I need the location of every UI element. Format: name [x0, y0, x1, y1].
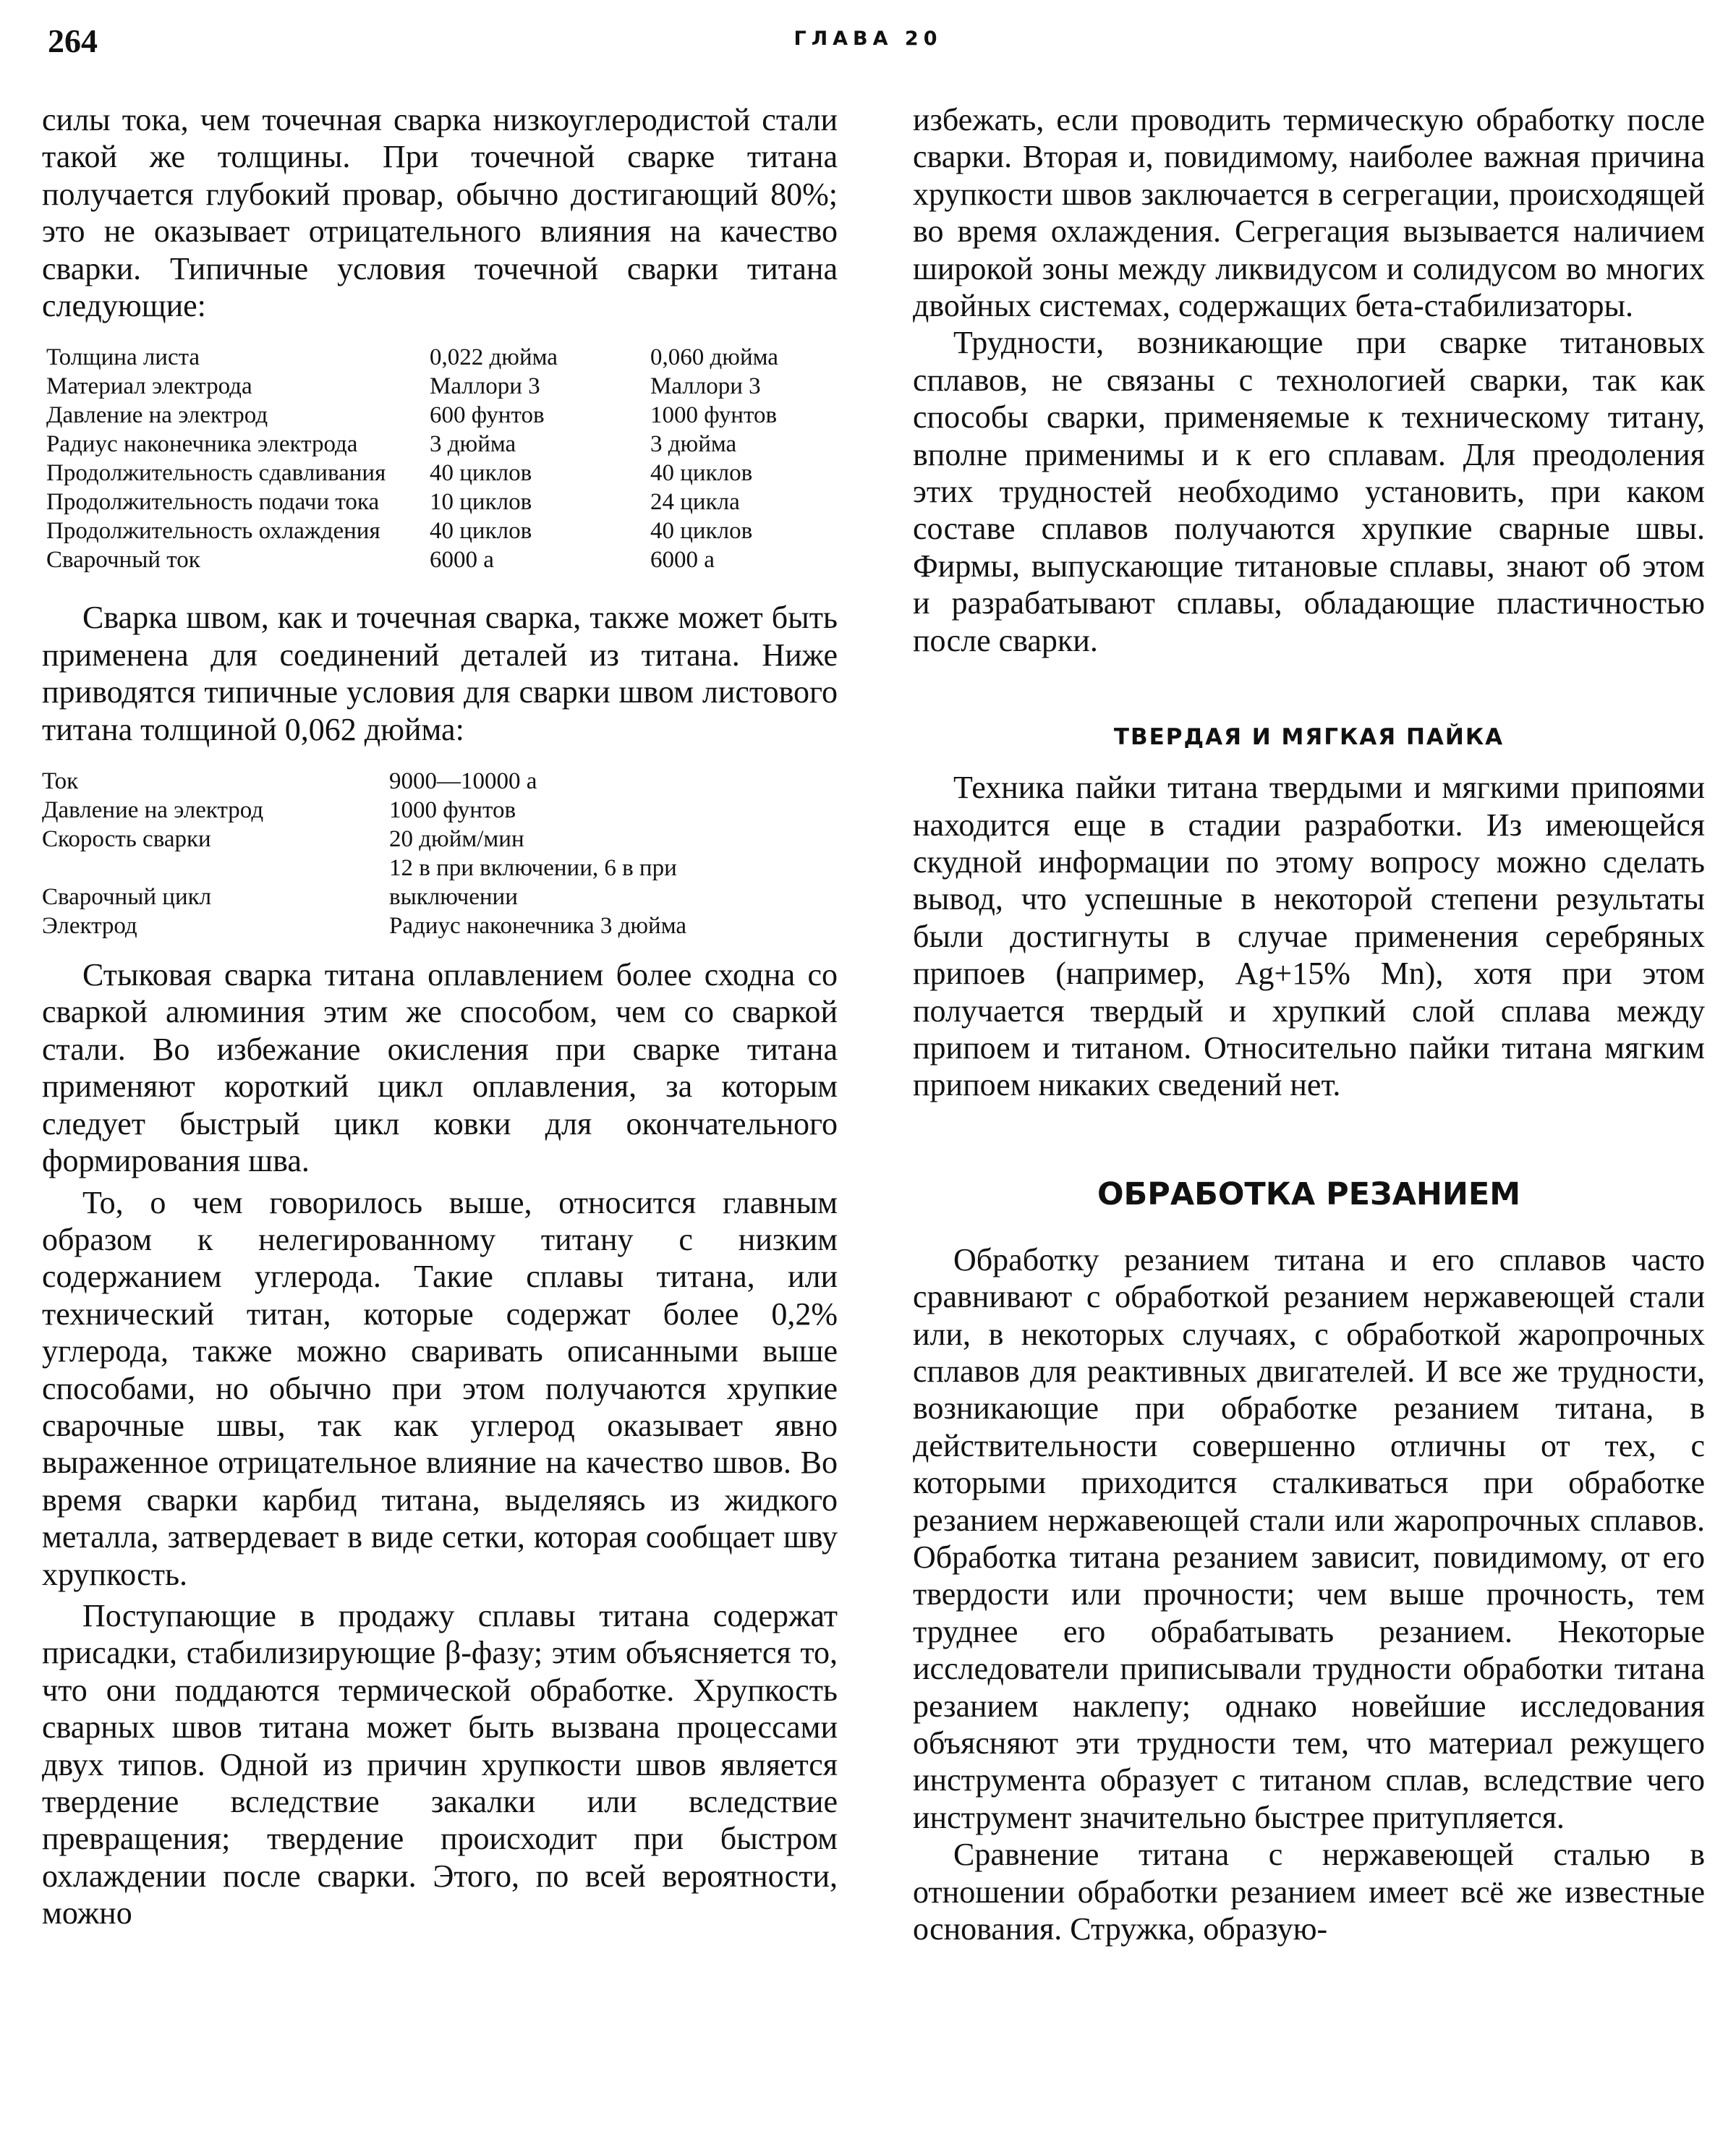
- parameter-label: Продолжительность сдавливания: [46, 460, 386, 487]
- paragraph: Стыковая сварка титана оплавлением более сходна со сваркой алюминия этим же способом, чем со сваркой стали. Во избежание окисления при сварке титана применяют короткий цикл оплавления, за которым следует быстрый цикл ковки для окончательного формирования шва.: [42, 957, 838, 1179]
- paragraph: Сравнение титана с нержавеющей сталью в отношении обработки резанием имеет всё же известные основания. Стружка, образую-: [913, 1837, 1705, 1947]
- running-head: ГЛАВА 20: [793, 27, 943, 50]
- table-row: [42, 767, 809, 796]
- spot-table-body: [46, 343, 827, 574]
- spot-welding-table: [46, 343, 827, 574]
- parameter-value: Маллори 3: [430, 373, 540, 400]
- parameter-value: 12 в при включении, 6 в при выключении: [389, 855, 677, 911]
- parameter-value: 3 дюйма: [650, 431, 737, 458]
- paragraph: избежать, если проводить термическую обработку после сварки. Вторая и, повидимому, наиболее важная причина хрупкости швов заключается в сегрегации, происходящей во время охлаждения. Сегрегация вызывается наличием широкой зоны между ликвидусом и солидусом во многих двойных системах, содержащих бета-стабилизаторы.: [913, 102, 1705, 324]
- parameter-value: 3 дюйма: [430, 431, 516, 458]
- parameter-value: 1000 фунтов: [650, 402, 778, 429]
- parameter-label: Давление на электрод: [46, 402, 268, 429]
- parameter-value: 24 цикла: [650, 489, 740, 516]
- parameter-label: Продолжительность охлаждения: [46, 518, 380, 545]
- parameter-value: 600 фунтов: [430, 402, 545, 429]
- parameter-value: 40 циклов: [650, 518, 753, 545]
- section-heading: ОБРАБОТКА РЕЗАНИЕМ: [1097, 1176, 1521, 1212]
- parameter-label: Продолжительность подачи тока: [46, 489, 380, 516]
- paragraph: Трудности, возникающие при сварке титановых сплавов, не связаны с технологией сварки, так как способы сварки, применяемые к техническому титану, вполне применимы и к его сплавам. Для преодоления этих трудностей необходимо установить, при каком составе сплавов получаются хрупкие сварные швы. Фирмы, выпускающие титановые сплавы, знают об этом и разрабатывают сплавы, обладающие пластичностью после сварки.: [913, 325, 1705, 658]
- parameter-value: 6000 а: [430, 547, 494, 574]
- parameter-value: 0,060 дюйма: [650, 344, 778, 371]
- table-row: [42, 825, 809, 854]
- parameter-label: Электрод: [42, 913, 137, 940]
- parameter-label: Скорость сварки: [42, 826, 211, 853]
- table-row: [46, 372, 827, 401]
- table-row: [46, 488, 827, 517]
- table-row: [42, 796, 809, 825]
- table-row: [46, 545, 827, 574]
- table-row: [46, 401, 827, 430]
- parameter-value: Радиус наконечника 3 дюйма: [389, 913, 687, 940]
- table-row: [46, 459, 827, 488]
- parameter-label: Давление на электрод: [42, 797, 264, 824]
- parameter-value: 40 циклов: [430, 460, 532, 487]
- paragraph: Сварка швом, как и точечная сварка, также может быть применена для соединений деталей из титана. Ниже приводятся типичные условия для сварки швом листового титана толщиной 0,062 дюйма:: [42, 600, 838, 747]
- parameter-value: 1000 фунтов: [389, 797, 516, 824]
- parameter-label: Радиус наконечника электрода: [46, 431, 358, 458]
- seam-welding-table: [42, 767, 809, 940]
- parameter-value: 10 циклов: [430, 489, 532, 516]
- parameter-value: 40 циклов: [430, 518, 532, 545]
- parameter-label: Ток: [42, 768, 79, 795]
- right-column: [913, 101, 1705, 1947]
- table-row: [46, 517, 827, 545]
- parameter-label: Материал электрода: [46, 373, 252, 400]
- section-heading: ТВЕРДАЯ И МЯГКАЯ ПАЙКА: [1113, 724, 1505, 751]
- paragraph: Поступающие в продажу сплавы титана содержат присадки, стабилизирующие β-фазу; этим объясняется то, что они поддаются термической обработке. Хрупкость сварных швов титана может быть вызвана процессами двух типов. Одной из причин хрупкости швов является твердение вследствие закалки или вследствие превращения; твердение происходит при быстром охлаждении после сварки. Этого, по всей вероятности, можно: [42, 1597, 838, 1931]
- seam-table-body: [42, 767, 809, 940]
- table-row: [46, 343, 827, 372]
- parameter-value: 6000 а: [650, 547, 715, 574]
- parameter-label: Сварочный цикл: [42, 884, 212, 911]
- paragraph: Обработку резанием титана и его сплавов часто сравнивают с обработкой резанием нержавеющей стали или, в некоторых случаях, с обработкой жаропрочных сплавов для реактивных двигателей. И все же трудности, возникающие при обработке резанием титана, в действительности совершенно отличны от тех, с которыми приходится сталкиваться при обработке резанием нержавеющей стали или жаропрочных сплавов. Обработка титана резанием зависит, повидимому, от его твердости или прочности; чем выше прочность, тем труднее его обрабатывать резанием. Некоторые исследователи приписывали трудности обработки титана резанием наклепу; однако новейшие исследования объясняют эти трудности тем, что материал режущего инструмента образует с титаном сплав, вследствие чего инструмент значительно быстрее притупляется.: [913, 1241, 1705, 1835]
- table-row: [46, 430, 827, 459]
- parameter-label: Толщина листа: [46, 344, 200, 371]
- parameter-label: Сварочный ток: [46, 547, 200, 574]
- parameter-value: 40 циклов: [650, 460, 753, 487]
- left-column: [42, 101, 838, 1932]
- paragraph: То, о чем говорилось выше, относится главным образом к нелегированному титану с низким содержанием углерода. Такие сплавы титана, или технический титан, которые содержат более 0,2% углерода, также можно сваривать описанными выше способами, но обычно при этом получаются хрупкие сварочные швы, так как углерод оказывает явно выраженное отрицательное влияние на качество швов. Во время сварки карбид титана, выделяясь из жидкого металла, затвердевает в виде сетки, которая сообщает шву хрупкость.: [42, 1184, 838, 1592]
- parameter-value: 9000—10000 а: [389, 768, 537, 795]
- parameter-value: Маллори 3: [650, 373, 761, 400]
- table-row: [42, 911, 809, 940]
- page-number: 264: [48, 22, 98, 59]
- paragraph: Техника пайки титана твердыми и мягкими припоями находится еще в стадии разработки. Из имеющейся скудной информации по этому вопросу можно сделать вывод, что успешные в некоторой степени результаты были достигнуты в случае применения серебряных припоев (например, Ag+15% Mn), хотя при этом получается твердый и хрупкий слой сплава между припоем и титаном. Относительно пайки титана мягким припоем никаких сведений нет.: [913, 770, 1705, 1103]
- table-row: [42, 854, 809, 911]
- paragraph: силы тока, чем точечная сварка низкоуглеродистой стали такой же толщины. При точечной сварке титана получается глубокий провар, обычно достигающий 80%; это не оказывает отрицательного влияния на качество сварки. Типичные условия точечной сварки титана следующие:: [42, 102, 838, 324]
- parameter-value: 20 дюйм/мин: [389, 826, 524, 853]
- parameter-value: 0,022 дюйма: [430, 344, 558, 371]
